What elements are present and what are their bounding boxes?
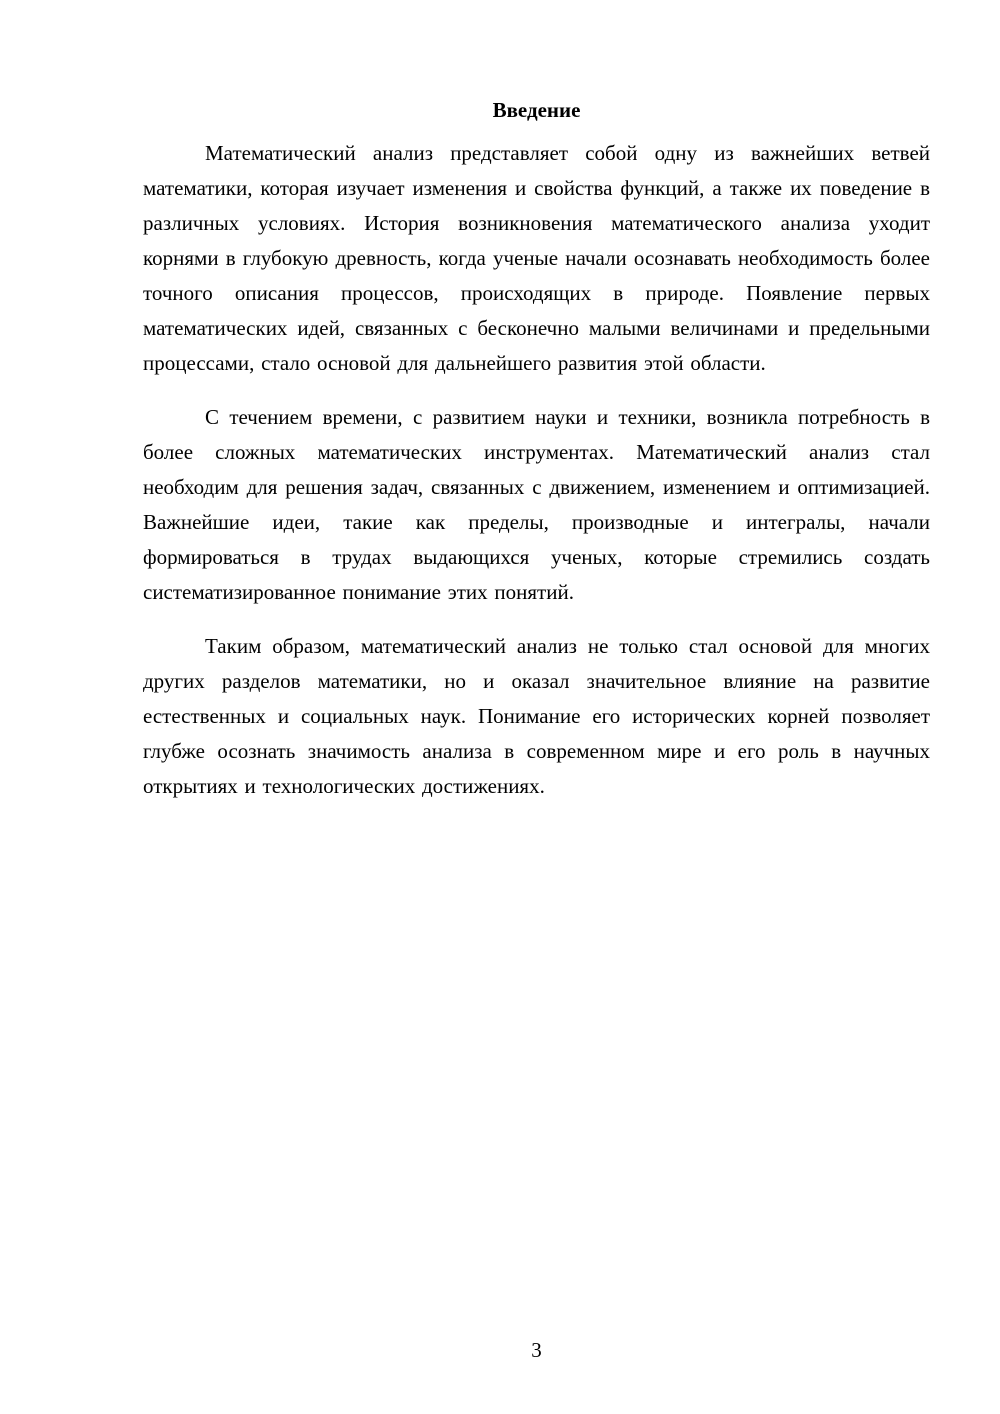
paragraph-intro-1: Математический анализ представляет собой одну из важнейших ветвей математики, которая изучает изменения и свойства функций, а также их поведение в различных условиях. История возникновения математического анализа уходит корнями в глубокую древность, когда ученые начали осознавать необходимость более точного описания процессов, происходящих в природе. Появление первых математических идей, связанных с бесконечно малыми величинами и предельными процессами, стало основой для дальнейшего развития этой области. [143,141,930,375]
page-number: 3 [531,1338,542,1362]
paragraph-intro-3: Таким образом, математический анализ не только стал основой для многих других разделов математики, но и оказал значительное влияние на развитие естественных и социальных наук. Понимание его исторических корней позволяет глубже осознать значимость анализа в современном мире и его роль в научных открытиях и технологических достижениях. [143,634,930,798]
page-title: Введение [492,98,581,122]
paragraph-intro-2: С течением времени, с развитием науки и техники, возникла потребность в более сложных математических инструментах. Математический анализ стал необходим для решения задач, связанных с движением, изменением и оптимизацией. Важнейшие идеи, такие как пределы, производные и интегралы, начали формироваться в трудах выдающихся ученых, которые стремились создать систематизированное понимание этих понятий. [143,405,930,604]
